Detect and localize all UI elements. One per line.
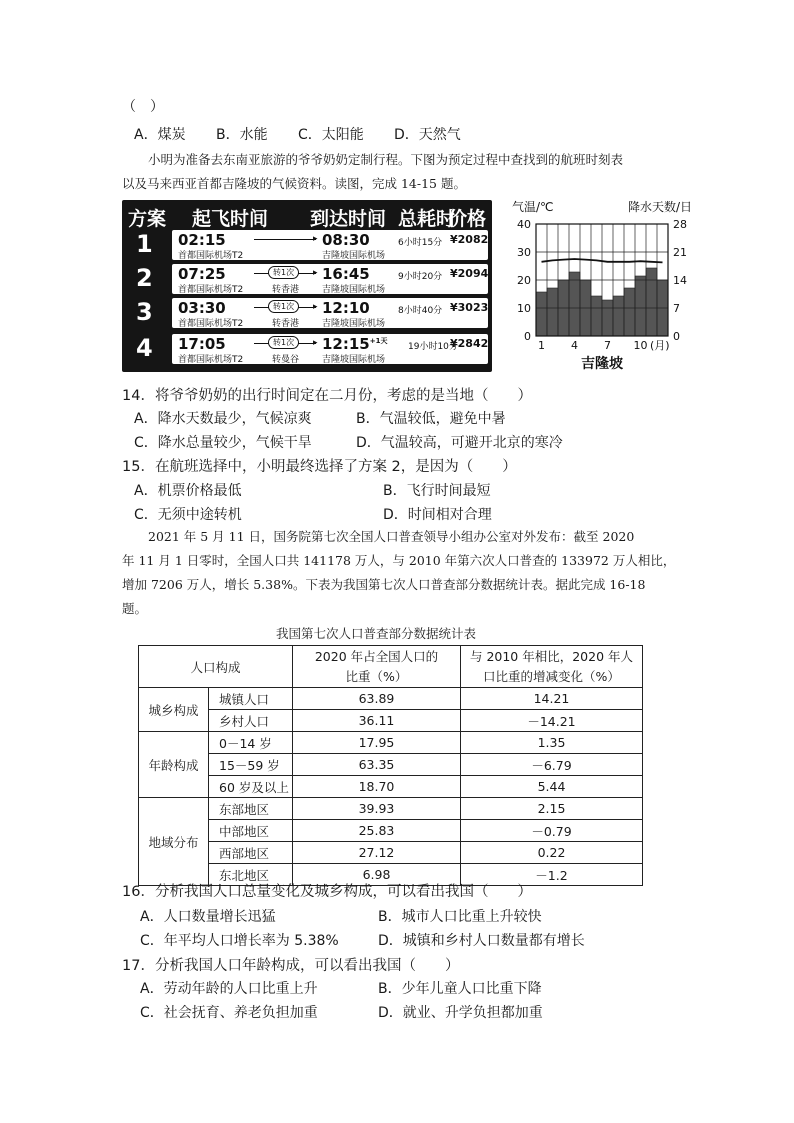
q13-option-d: D．天然气: [394, 127, 461, 143]
arrive-time: $12:15^{+1天}$: [322, 335, 388, 353]
intro-16-18-line1: 2021 年 5 月 11 日，国务院第七次全国人口普查领导小组办公室对外发布：截至 2020: [148, 529, 635, 544]
census-share: 18.70: [293, 776, 461, 798]
flight-plan-number: 2: [136, 264, 153, 292]
arrive-time: 08:30: [322, 231, 370, 249]
depart-time: 07:25: [178, 265, 226, 283]
census-item: 西部地区: [209, 842, 293, 864]
x-tick-label: 1: [538, 339, 545, 352]
flight-plan-number: 4: [136, 334, 153, 362]
kuala-lumpur-climate-chart: [510, 198, 694, 376]
q15-option-b: B．飞行时间最短: [383, 483, 491, 499]
arrive-airport: 吉隆坡国际机场: [322, 319, 386, 329]
census-share: 36.11: [293, 710, 461, 732]
precip-days-bar: [646, 268, 657, 336]
census-share: 27.12: [293, 842, 461, 864]
right-tick-label: 28: [673, 218, 687, 231]
flight-duration: 8小时40分: [398, 306, 443, 316]
precip-days-bar: [591, 296, 602, 336]
q14-option-c: C．降水总量较少，气候干旱: [134, 435, 312, 451]
flight-header-price: 价格: [448, 208, 487, 230]
q13-option-b: B．水能: [216, 127, 268, 143]
x-tick-label: 4: [571, 339, 578, 352]
depart-airport: 首都国际机场T2: [178, 285, 244, 295]
q14-option-b: B．气温较低，避免中暑: [356, 411, 506, 427]
depart-airport: 首都国际机场T2: [178, 251, 244, 261]
census-change: 1.35: [461, 732, 643, 754]
transfer-badge: 转1次: [268, 266, 299, 279]
census-change: 0.22: [461, 842, 643, 864]
x-tick-label: 10: [633, 339, 648, 352]
flight-duration: 6小时15分: [398, 238, 443, 248]
census-table: [138, 645, 643, 886]
census-item: 乡村人口: [209, 710, 293, 732]
transfer-via: 转香港: [272, 319, 300, 329]
x-axis-unit: (月): [650, 339, 670, 352]
route-line: [254, 239, 316, 240]
census-share: 63.35: [293, 754, 461, 776]
flight-duration: 19小时10分: [408, 342, 458, 352]
left-axis-title: 气温/℃: [512, 200, 554, 214]
census-change: －14.21: [461, 710, 643, 732]
intro-14-15-line1: 小明为准备去东南亚旅游的爷爷奶奶定制行程。下图为预定过程中查找到的航班时刻表: [148, 152, 624, 167]
census-share: 25.83: [293, 820, 461, 842]
transfer-badge: 转1次: [268, 300, 299, 313]
census-item: 60 岁及以上: [209, 776, 293, 798]
precip-days-bar: [547, 288, 558, 336]
intro-16-18-line2: 年 11 月 1 日零时，全国人口共 141178 万人，与 2010 年第六次人口普查的 133972 万人相比，: [122, 553, 676, 568]
chart-title: 吉隆坡: [581, 356, 623, 372]
intro-14-15-line2: 以及马来西亚首都吉隆坡的气候资料。读图，完成 14-15 题。: [122, 176, 466, 191]
arrive-time: 16:45: [322, 265, 370, 283]
flight-row: [172, 264, 488, 294]
right-tick-label: 7: [673, 302, 680, 315]
arrive-airport: 吉隆坡国际机场: [322, 355, 386, 365]
q14-stem: 14．将爷爷奶奶的出行时间定在二月份，考虑的是当地（ ）: [122, 388, 532, 404]
precip-days-bar: [613, 296, 624, 336]
precip-days-bar: [536, 292, 547, 336]
census-header-row: [139, 646, 643, 688]
flight-price: ¥2094: [450, 267, 489, 280]
left-tick-label: 0: [524, 330, 531, 343]
flight-plan-number: 1: [136, 230, 153, 258]
precip-days-bar: [635, 276, 646, 336]
table-row: [139, 842, 643, 864]
arrive-airport: 吉隆坡国际机场: [322, 251, 386, 261]
depart-time: 02:15: [178, 231, 226, 249]
q14-option-a: A．降水天数最少，气候凉爽: [134, 411, 312, 427]
census-group-label: 地域分布: [139, 798, 209, 886]
flight-header-duration: 总耗时: [398, 208, 456, 230]
left-tick-label: 20: [517, 274, 531, 287]
q15-option-d: D．时间相对合理: [383, 507, 492, 523]
q17-option-a: A．劳动年龄的人口比重上升: [140, 981, 318, 997]
flight-header-arrive: 到达时间: [310, 208, 387, 230]
census-header-composition: 人口构成: [139, 646, 293, 688]
depart-airport: 首都国际机场T2: [178, 319, 244, 329]
transfer-badge: 转1次: [268, 336, 299, 349]
q17-option-c: C．社会抚育、养老负担加重: [140, 1005, 318, 1021]
flight-row: [172, 334, 488, 364]
census-item: 15－59 岁: [209, 754, 293, 776]
arrive-airport: 吉隆坡国际机场: [322, 285, 386, 295]
transfer-via: 转香港: [272, 285, 300, 295]
table-row: [139, 710, 643, 732]
census-group-label: 城乡构成: [139, 688, 209, 732]
depart-time: 03:30: [178, 299, 226, 317]
q17-stem: 17．分析我国人口年龄构成，可以看出我国（ ）: [122, 958, 460, 974]
table-row: [139, 776, 643, 798]
census-header-share: 2020 年占全国人口的 比重（%）: [293, 646, 461, 688]
census-share: 63.89: [293, 688, 461, 710]
precip-days-bar: [602, 300, 613, 336]
left-tick-label: 40: [517, 218, 531, 231]
precip-days-bar: [569, 272, 580, 336]
intro-16-18-line3: 增加 7206 万人，增长 5.38%。下表为我国第七次人口普查部分数据统计表。据此完成 16-18: [122, 577, 646, 592]
q16-option-a: A．人口数量增长迅猛: [140, 909, 276, 925]
arrive-next-day: +1天: [369, 337, 388, 345]
flight-price: ¥2842: [450, 337, 489, 350]
q16-option-b: B．城市人口比重上升较快: [378, 909, 542, 925]
route-arrow-icon: ▸: [313, 234, 318, 244]
census-change: 14.21: [461, 688, 643, 710]
q16-stem: 16．分析我国人口总量变化及城乡构成，可以看出我国（ ）: [122, 884, 532, 900]
census-share: 17.95: [293, 732, 461, 754]
intro-16-18-line4: 题。: [122, 601, 148, 616]
q13-option-c: C．太阳能: [298, 127, 364, 143]
census-body: [139, 688, 643, 886]
q15-option-c: C．无须中途转机: [134, 507, 242, 523]
precip-days-bar: [624, 288, 635, 336]
right-axis-title: 降水天数/日: [627, 200, 692, 214]
census-header-change: 与 2010 年相比，2020 年人 口比重的增减变化（%）: [461, 646, 643, 688]
left-tick-label: 30: [517, 246, 531, 259]
census-share: 39.93: [293, 798, 461, 820]
census-change: 2.15: [461, 798, 643, 820]
q15-option-a: A．机票价格最低: [134, 483, 242, 499]
census-share: 6.98: [293, 864, 461, 886]
table-row: [139, 732, 643, 754]
left-tick-label: 10: [517, 302, 531, 315]
route-arrow-icon: ▸: [313, 268, 318, 278]
flight-header-plan: 方案: [128, 208, 167, 230]
flight-price: ¥2082: [450, 233, 489, 246]
q15-stem: 15．在航班选择中，小明最终选择了方案 2，是因为（ ）: [122, 459, 517, 475]
census-change: －6.79: [461, 754, 643, 776]
census-item: 东北地区: [209, 864, 293, 886]
q13-option-a: A．煤炭: [134, 127, 186, 143]
flight-plan-number: 3: [136, 298, 153, 326]
flight-row: [172, 230, 488, 260]
census-change: －0.79: [461, 820, 643, 842]
table-row: [139, 820, 643, 842]
right-tick-label: 21: [673, 246, 687, 259]
flight-header-depart: 起飞时间: [192, 208, 269, 230]
q17-option-d: D．就业、升学负担都加重: [378, 1005, 543, 1021]
depart-airport: 首都国际机场T2: [178, 355, 244, 365]
census-item: 城镇人口: [209, 688, 293, 710]
route-arrow-icon: ▸: [313, 338, 318, 348]
census-item: 中部地区: [209, 820, 293, 842]
flight-price: ¥3023: [450, 301, 489, 314]
q13-paren: （ ）: [122, 99, 164, 115]
flight-row: [172, 298, 488, 328]
census-item: 东部地区: [209, 798, 293, 820]
census-change: －1.2: [461, 864, 643, 886]
right-tick-label: 14: [673, 274, 687, 287]
q16-option-d: D．城镇和乡村人口数量都有增长: [378, 933, 585, 949]
table-row: [139, 688, 643, 710]
x-tick-label: 7: [604, 339, 611, 352]
flight-duration: 9小时20分: [398, 272, 443, 282]
route-arrow-icon: ▸: [313, 302, 318, 312]
table-row: [139, 798, 643, 820]
q16-option-c: C．年平均人口增长率为 5.38%: [140, 933, 339, 949]
census-change: 5.44: [461, 776, 643, 798]
census-item: 0－14 岁: [209, 732, 293, 754]
census-table-title: 我国第七次人口普查部分数据统计表: [276, 626, 477, 641]
transfer-via: 转曼谷: [272, 355, 300, 365]
table-row: [139, 754, 643, 776]
flight-schedule-panel: [122, 200, 492, 372]
q17-option-b: B．少年儿童人口比重下降: [378, 981, 542, 997]
depart-time: 17:05: [178, 335, 226, 353]
census-group-label: 年龄构成: [139, 732, 209, 798]
right-tick-label: 0: [673, 330, 680, 343]
q14-option-d: D．气温较高，可避开北京的寒冷: [356, 435, 563, 451]
arrive-time: 12:10: [322, 299, 370, 317]
